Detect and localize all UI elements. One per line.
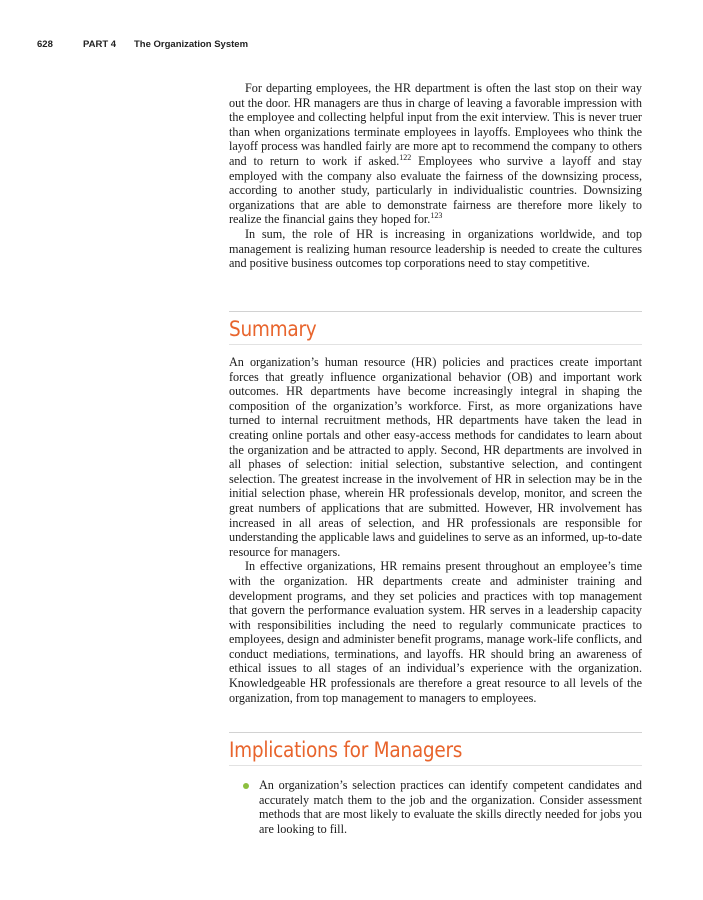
part-title: The Organization System [134, 39, 249, 50]
intro-paragraph-2: In sum, the role of HR is increasing in organizations worldwide, and top management is realizing human resource leadership is needed to create the cultures and positive business outcomes top corporations need to stay competitive. [229, 226, 642, 271]
implications-rule-bottom [229, 765, 642, 766]
implications-section [229, 778, 642, 836]
summary-paragraph-1: An organization’s human resource (HR) policies and practices create important forces that greatly influence organizational behavior (OB) and important work outcomes. HR departments have become increasingly integral in shaping the composition of the organization’s workforce. First, as more organizations have turned to internal recruitment methods, HR departments have taken the lead in creating online portals and other easy-access methods for candidates to learn about the organization and be attracted to apply. Second, HR departments are involved in all phases of selection: initial selection, substantive selection, and contingent selection. The greatest increase in the involvement of HR in selection may be in the initial selection phase, wherein HR professionals develop, monitor, and screen the great numbers of applications that are submitted. However, HR involvement has increased in all areas of selection, and HR professionals are responsible for understanding the applicable laws and guidelines to serve as an informed, up-to-date resource for managers. [229, 355, 642, 559]
footnote-ref-123[interactable]: 123 [430, 211, 443, 221]
implications-heading-block [229, 732, 642, 766]
summary-rule-bottom [229, 344, 642, 345]
summary-paragraph-2: In effective organizations, HR remains present throughout an employee’s time with the organization. HR departments create and administer training and development programs, and they set policies and practices with top management that govern the performance evaluation system. HR serves in a leadership capacity with responsibilities including the need to regularly communicate practices to employees, design and administer benefit programs, manage work-life conflicts, and conduct mediations, terminations, and layoffs. HR should bring an awareness of ethical issues to all stages of an individual’s experience with the organization. Knowledgeable HR professionals are therefore a great resource to all levels of the organization, from top management to managers to employees. [229, 559, 642, 705]
intro-paragraph-1: For departing employees, the HR department is often the last stop on their way out the door. HR managers are thus in charge of leaving a favorable impression with the employee and collecting helpful input from the exit interview. This is never truer than when organizations terminate employees in layoffs. Employees who think the layoff process was handled fairly are more apt to recommend the company to others and to return to work if asked.$^{122}$ Employees who survive a layoff and stay employed with the company also evaluate the fairness of the downsizing process, according to another study, particularly in individualistic countries. Downsizing organizations that are able to demonstrate fairness are therefore more likely to realize the financial gains they hoped for.$^{123}$ [229, 81, 642, 227]
footnote-ref-122[interactable]: 122 [399, 152, 412, 162]
running-head [37, 39, 248, 50]
implications-rule-top [229, 732, 642, 733]
implications-heading: Implications for Managers [229, 738, 463, 762]
summary-heading-block [229, 311, 642, 345]
page-number: 628 [37, 39, 53, 50]
implication-text: An organization’s selection practices can identify competent candidates and accurately match them to the job and the organization. Consider assessment methods that are most likely to evaluate the skills directly needed for jobs you are looking to fill. [259, 778, 642, 836]
list-item [229, 778, 642, 836]
summary-rule-top [229, 311, 642, 312]
summary-section [229, 355, 642, 705]
part-label: PART 4 [83, 39, 117, 50]
implications-list [229, 778, 642, 836]
bullet-dot-icon [243, 783, 249, 789]
intro-section [229, 81, 642, 271]
summary-heading: Summary [229, 317, 317, 341]
